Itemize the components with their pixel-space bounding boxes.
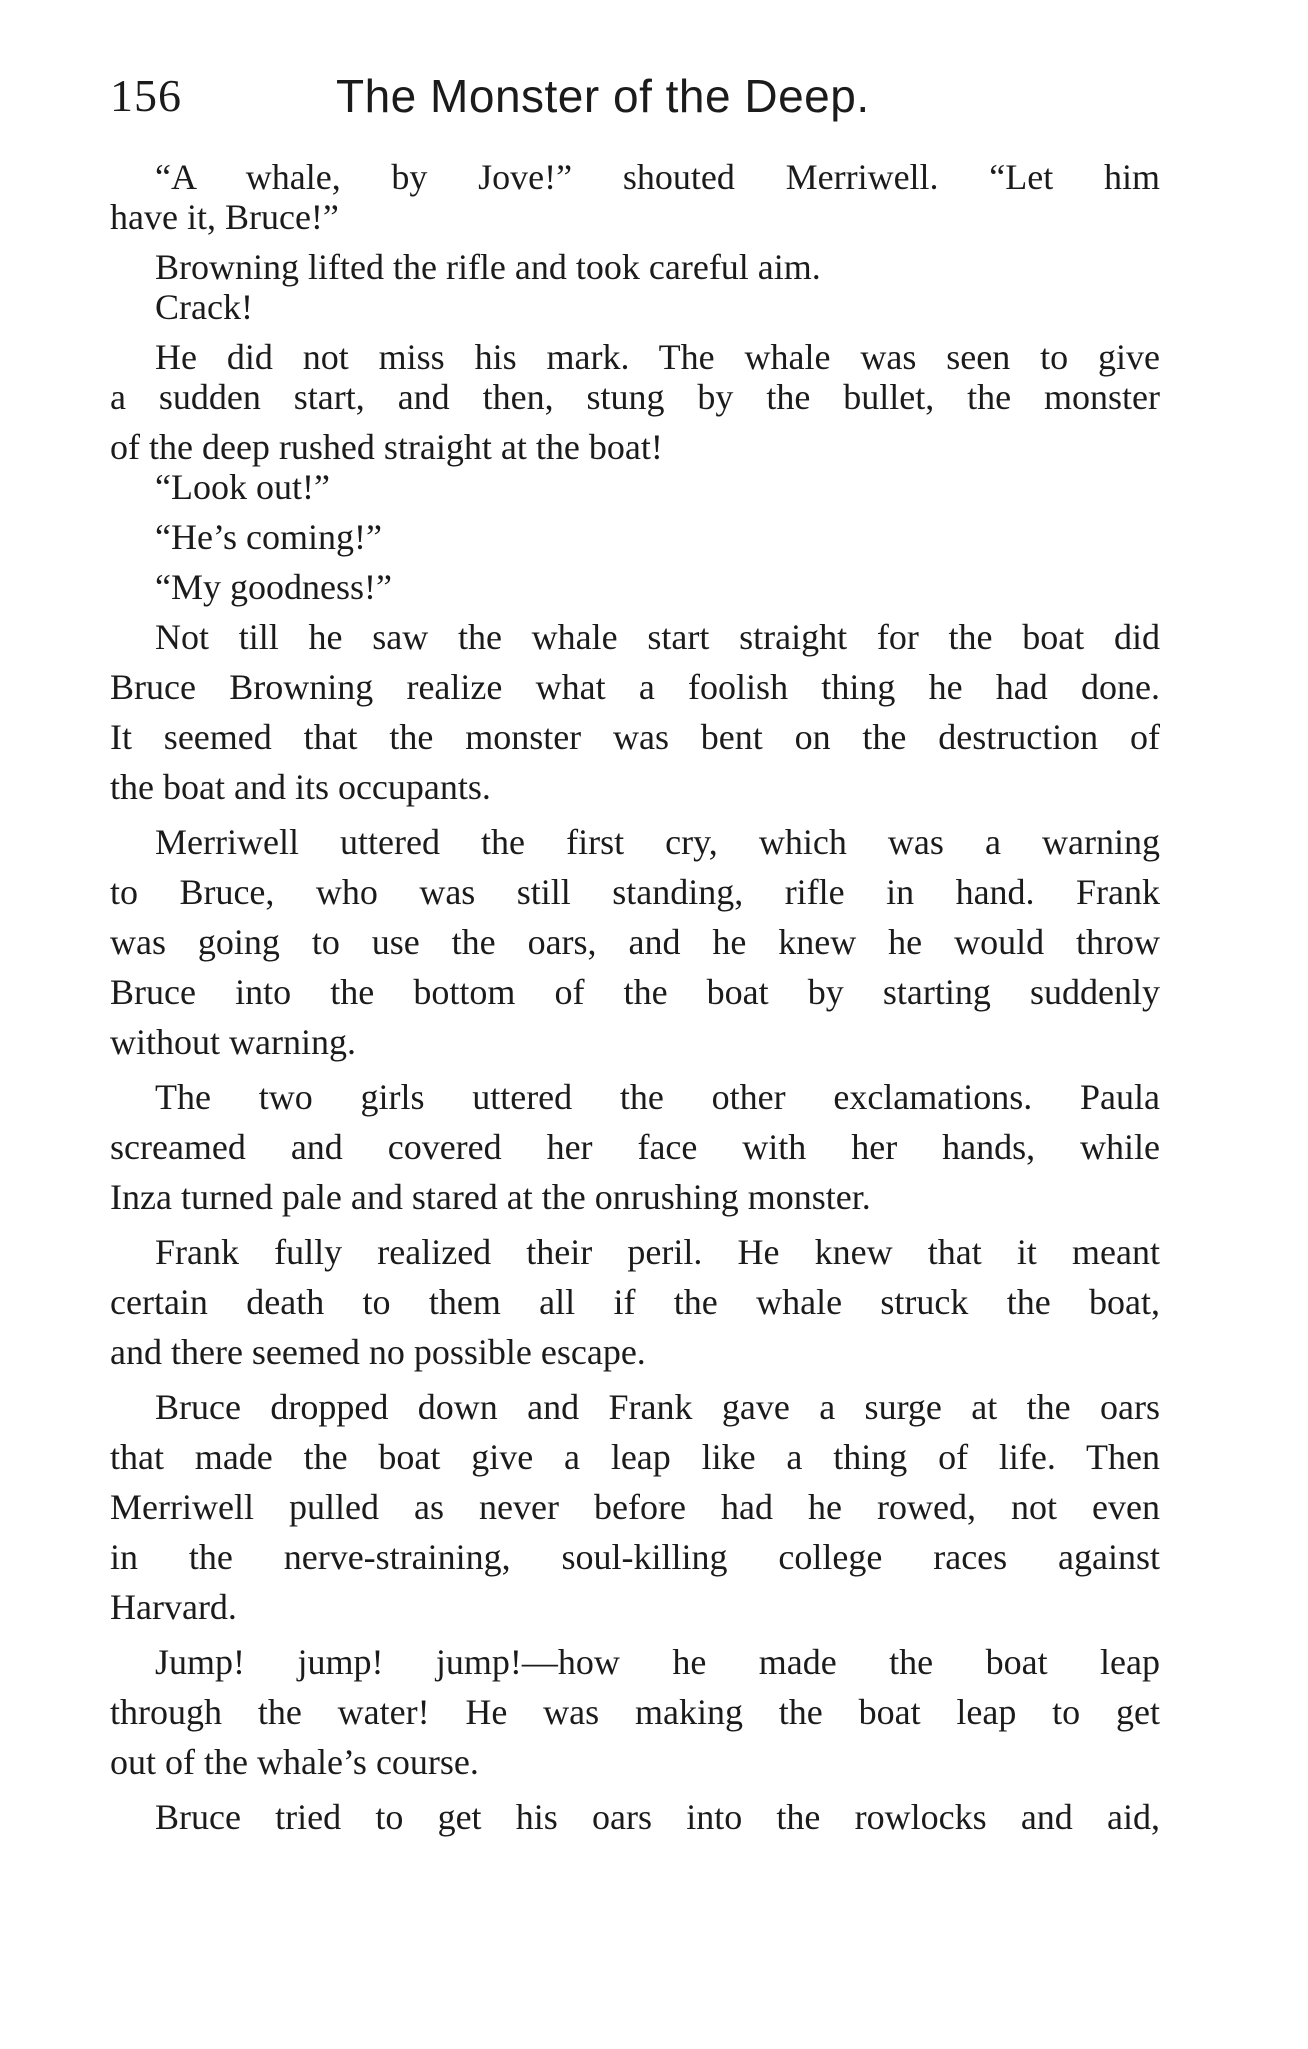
text-line: Bruce tried to get his oars into the rowlocks and aid,	[155, 1797, 1160, 1837]
text-line: Bruce dropped down and Frank gave a surge at the oars	[155, 1387, 1160, 1427]
text-line: that made the boat give a leap like a thing of life. Then	[110, 1437, 1160, 1477]
text-line: Jump! jump! jump!—how he made the boat leap	[155, 1642, 1160, 1682]
text-line: “Look out!”	[155, 467, 330, 507]
running-title: The Monster of the Deep.	[336, 70, 870, 122]
text-line: Merriwell uttered the first cry, which was a warning	[155, 822, 1160, 862]
text-line: Frank fully realized their peril. He knew that it meant	[155, 1232, 1160, 1272]
page-number: 156	[110, 70, 182, 121]
text-line: to Bruce, who was still standing, rifle in hand. Frank	[110, 872, 1160, 912]
text-line: was going to use the oars, and he knew he would throw	[110, 922, 1160, 962]
text-line: screamed and covered her face with her hands, while	[110, 1127, 1160, 1167]
text-line: It seemed that the monster was bent on the destruction of	[110, 717, 1160, 757]
text-line: Harvard.	[110, 1587, 237, 1627]
text-line: and there seemed no possible escape.	[110, 1332, 646, 1372]
text-line: of the deep rushed straight at the boat!	[110, 427, 663, 467]
text-line: “He’s coming!”	[155, 517, 382, 557]
text-line: Bruce into the bottom of the boat by starting suddenly	[110, 972, 1160, 1012]
text-line: He did not miss his mark. The whale was seen to give	[155, 337, 1160, 377]
text-line: Not till he saw the whale start straight for the boat did	[155, 617, 1160, 657]
text-line: Browning lifted the rifle and took careful aim.	[155, 247, 821, 287]
text-line: Bruce Browning realize what a foolish thing he had done.	[110, 667, 1160, 707]
text-line: “A whale, by Jove!” shouted Merriwell. “Let him	[155, 157, 1160, 197]
text-line: out of the whale’s course.	[110, 1742, 479, 1782]
text-line: through the water! He was making the boat leap to get	[110, 1692, 1160, 1732]
text-line: The two girls uttered the other exclamations. Paula	[155, 1077, 1160, 1117]
text-line: “My goodness!”	[155, 567, 392, 607]
text-line: certain death to them all if the whale struck the boat,	[110, 1282, 1160, 1322]
text-line: Inza turned pale and stared at the onrushing monster.	[110, 1177, 871, 1217]
text-line: the boat and its occupants.	[110, 767, 491, 807]
page-header	[110, 66, 1160, 136]
text-line: have it, Bruce!”	[110, 197, 339, 237]
text-line: without warning.	[110, 1022, 356, 1062]
text-line: in the nerve-straining, soul-killing college races against	[110, 1537, 1160, 1577]
text-line: Merriwell pulled as never before had he rowed, not even	[110, 1487, 1160, 1527]
text-line: a sudden start, and then, stung by the bullet, the monster	[110, 377, 1160, 417]
text-line: Crack!	[155, 287, 253, 327]
